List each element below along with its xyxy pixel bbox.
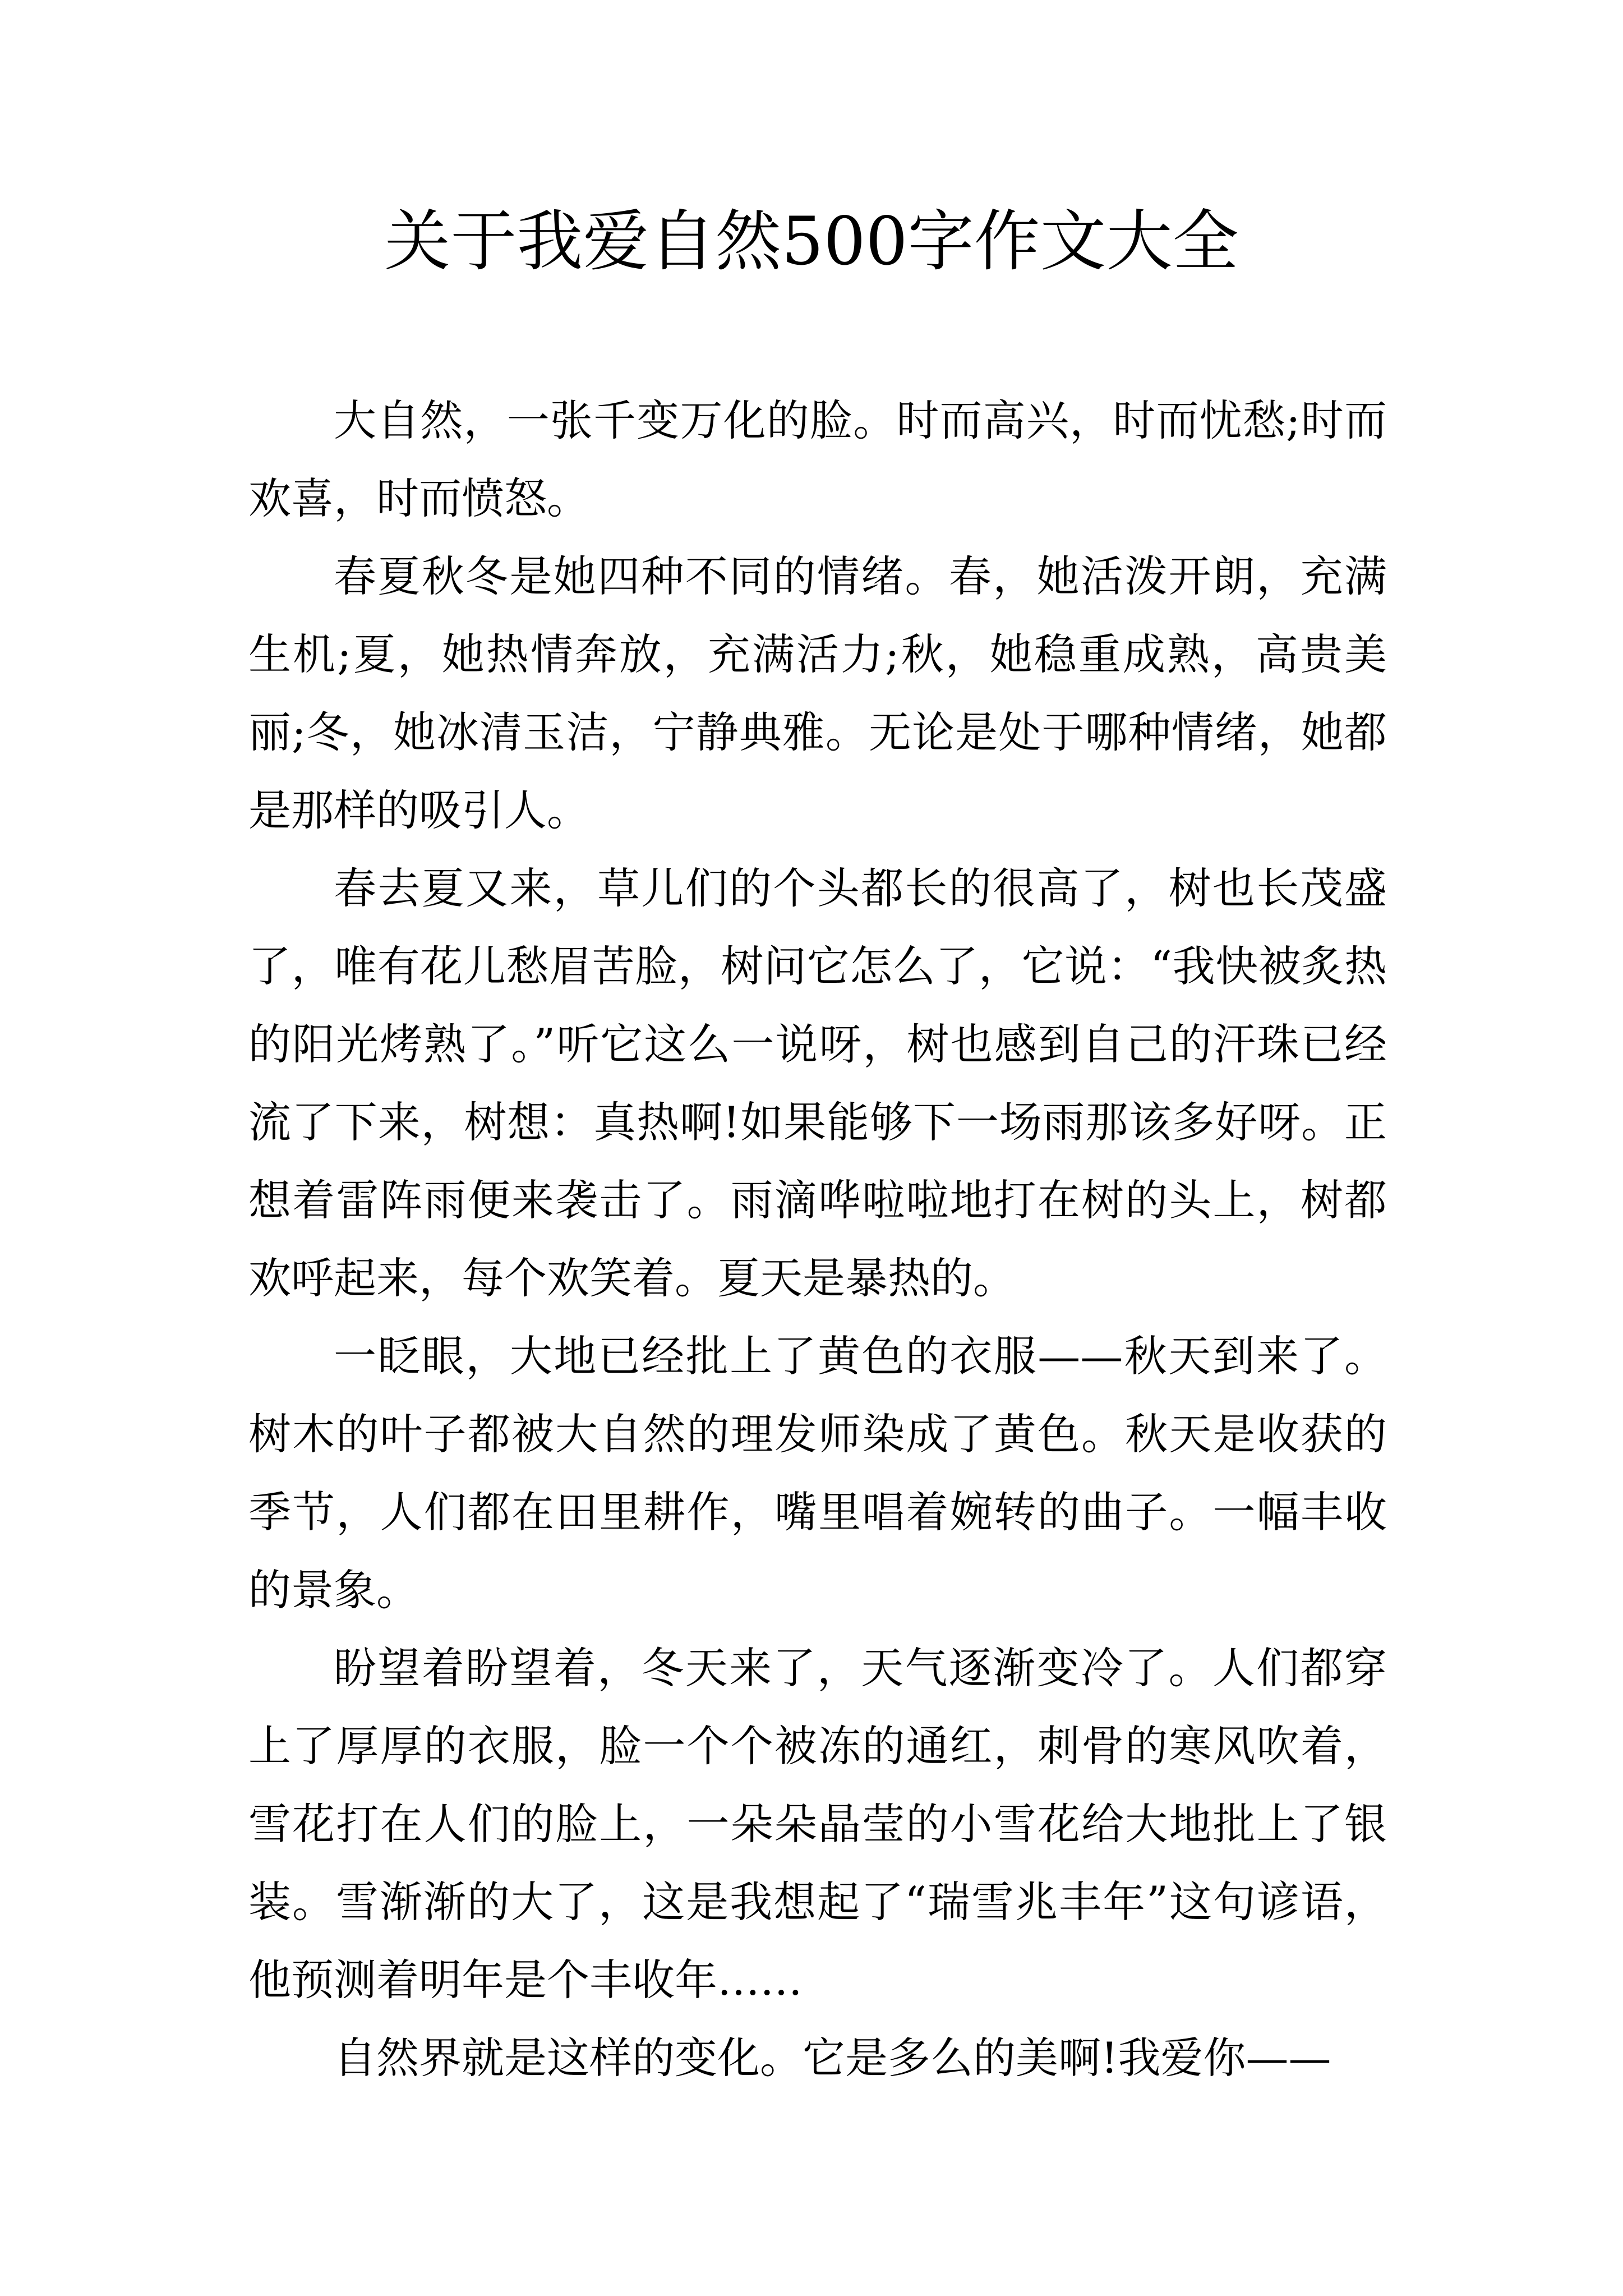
paragraph-6: 自然界就是这样的变化。它是多么的美啊!我爱你—— xyxy=(334,2033,1331,2083)
paragraph-5: 盼望着盼望着，冬天来了，天气逐渐变冷了。人们都穿上了厚厚的衣服，脸一个个被冻的通红，刺骨的寒风吹着，雪花打在人们的脸上，一朵朵晶莹的小雪花给大地批上了银装。雪渐渐的大了，这是我想起了“瑞雪兆丰年”这句谚语，他预测着明年是个丰收年…… xyxy=(248,1643,1387,2005)
paragraph-2: 春夏秋冬是她四种不同的情绪。春，她活泼开朗，充满生机;夏，她热情奔放，充满活力;秋，她稳重成熟，高贵美丽;冬，她冰清玉洁，宁静典雅。无论是处于哪种情绪，她都是那样的吸引人。 xyxy=(248,551,1387,835)
paragraph-4: 一眨眼，大地已经批上了黄色的衣服——秋天到来了。树木的叶子都被大自然的理发师染成了黄色。秋天是收获的季节，人们都在田里耕作，嘴里唱着婉转的曲子。一幅丰收的景象。 xyxy=(248,1331,1387,1615)
document-body xyxy=(248,381,1387,2097)
paragraph-1: 大自然，一张千变万化的脸。时而高兴，时而忧愁;时而欢喜，时而愤怒。 xyxy=(248,395,1387,523)
paragraph-3: 春去夏又来，草儿们的个头都长的很高了，树也长茂盛了，唯有花儿愁眉苦脸，树问它怎么了，它说：“我快被炙热的阳光烤熟了。”听它这么一说呀，树也感到自己的汗珠已经流了下来，树想：真热啊!如果能够下一场雨那该多好呀。正想着雷阵雨便来袭击了。雨滴哗啦啦地打在树的头上，树都欢呼起来，每个欢笑着。夏天是暴热的。 xyxy=(248,863,1387,1303)
document-title: 关于我爱自然500字作文大全 xyxy=(384,203,1239,280)
